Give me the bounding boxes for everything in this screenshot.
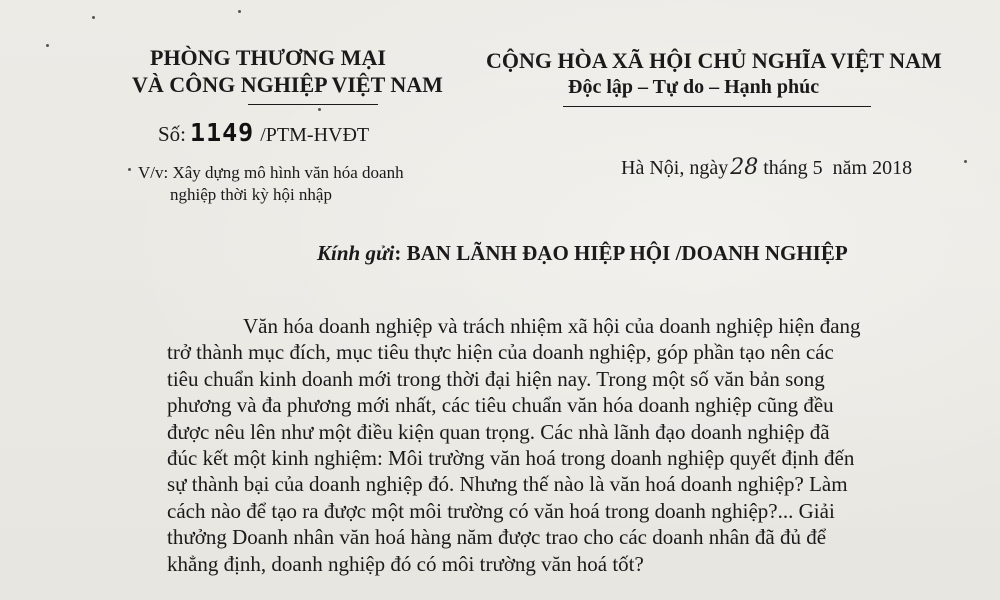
body-line: khẳng định, doanh nghiệp đó có môi trường văn hoá tốt? — [167, 551, 644, 576]
document-number-suffix: /PTM-HVĐT — [260, 124, 370, 146]
body-line: tiêu chuẩn kinh doanh mới trong thời đại hiện nay. Trong một số văn bản song — [167, 366, 825, 391]
organization-name-line-2: VÀ CÔNG NGHIỆP VIỆT NAM — [132, 72, 443, 97]
document-number-value: 1149 — [190, 118, 255, 147]
paper-speck — [318, 108, 321, 111]
subject-line-1: V/v: Xây dựng mô hình văn hóa doanh — [138, 163, 404, 182]
document-number-prefix: Số: — [158, 122, 187, 146]
date-line — [621, 155, 912, 180]
salutation-label: Kính gửi — [317, 241, 395, 265]
paper-speck — [92, 16, 95, 19]
salutation — [317, 241, 848, 266]
body-line: phương và đa phương mới nhất, các tiêu chuẩn văn hóa doanh nghiệp cũng đều — [167, 393, 834, 418]
date-year-label: năm — [832, 157, 868, 179]
body-line: thưởng Doanh nhân văn hoá hàng năm được trao cho các doanh nhân đã đủ để — [167, 525, 827, 550]
body-line: sự thành bại của doanh nghiệp đó. Nhưng thế nào là văn hoá doanh nghiệp? Làm — [167, 472, 848, 497]
subject-line-2: nghiệp thời kỳ hội nhập — [170, 185, 332, 204]
body-line: Văn hóa doanh nghiệp và trách nhiệm xã hội của doanh nghiệp hiện đang — [243, 314, 861, 338]
salutation-recipient: : BAN LÃNH ĐẠO HIỆP HỘI /DOANH NGHIỆP — [394, 241, 848, 265]
subject-line — [138, 162, 404, 206]
nation-title: CỘNG HÒA XÃ HỘI CHỦ NGHĨA VIỆT NAM — [486, 48, 942, 73]
document-number — [158, 118, 369, 147]
paper-speck — [964, 160, 967, 163]
paper-speck — [46, 44, 49, 47]
motto-underline — [563, 106, 871, 107]
letter-body — [167, 313, 927, 577]
date-place: Hà Nội, ngày — [621, 157, 729, 179]
date-day: 28 — [730, 155, 759, 180]
date-year: 2018 — [872, 157, 913, 179]
organization-underline — [248, 104, 378, 105]
date-month: 5 — [812, 157, 823, 179]
body-line: cách nào để tạo ra được một môi trường có văn hoá trong doanh nghiệp?... Giải — [167, 498, 835, 523]
body-line: trở thành mục đích, mục tiêu thực hiện của doanh nghiệp, góp phần tạo nên các — [167, 340, 834, 365]
paper-speck — [128, 168, 131, 171]
paper-speck — [238, 10, 241, 13]
body-line: đúc kết một kinh nghiệm: Môi trường văn hoá trong doanh nghiệp quyết định đến — [167, 446, 855, 471]
national-motto: Độc lập – Tự do – Hạnh phúc — [568, 76, 820, 98]
body-line: được nêu lên như một điều kiện quan trọng. Các nhà lãnh đạo doanh nghiệp đã — [167, 419, 830, 444]
organization-name-line-1: PHÒNG THƯƠNG MẠI — [150, 45, 386, 70]
date-month-label: tháng — [763, 157, 808, 179]
